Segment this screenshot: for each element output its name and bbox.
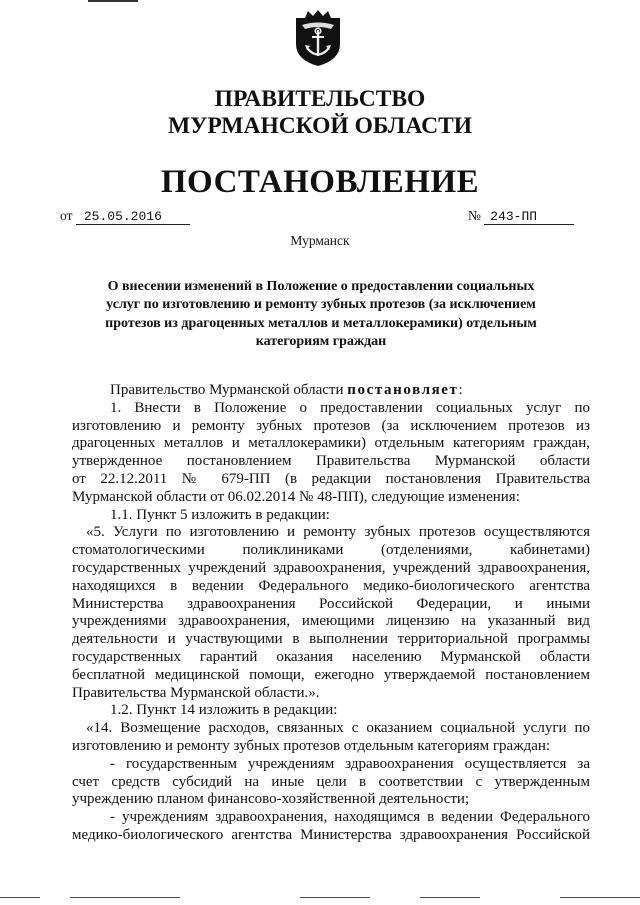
murmansk-coat-of-arms-icon [293,8,343,68]
bottom-edge-mark [0,897,40,898]
subject-line: услуг по изготовлению и ремонту зубных протезов (за исключением [106,297,536,313]
body-line: счет средств субсидий на иные цели в соответствии с утвержденным [72,773,590,790]
subject-line: протезов из драгоценных металлов и металлокерамики) отдельным [105,315,537,331]
body-line: - государственным учреждениям здравоохранения осуществляется за [110,755,590,772]
body-line: бесплатной медицинской помощи, ежегодно утверждаемой постановлением [72,666,590,683]
preamble-emphasis: постановляет [347,382,459,398]
document-date-row [60,208,190,225]
body-line: медико-биологического агентства Министерства здравоохранения Российской [72,826,590,843]
date-prefix: от [60,208,73,223]
top-edge-mark [88,0,138,2]
document-body [72,382,590,845]
government-title [0,86,640,140]
document-number-row [468,208,574,225]
body-line: 1. Внести в Положение о предоставлении социальных услуг по [110,399,590,416]
body-line: 1.2. Пункт 14 изложить в редакции: [110,702,338,719]
body-line: изготовлению и ремонту зубных протезов отдельным категориям граждан: [72,737,551,754]
subject-line: категориям граждан [255,333,387,349]
body-line: Министерства здравоохранения Российской Федерации, и иными [72,595,590,612]
body-line: стоматологическими поликлиниками (отделениями, кабинетами) [72,542,590,559]
body-line: «14. Возмещение расходов, связанных с оказанием социальной услуги по [86,720,590,737]
body-line: находящихся в ведении Федерального медико-биологического агентства [72,577,590,594]
body-line: учреждениями здравоохранения, имеющими лицензию на указанный вид [72,613,590,630]
bottom-edge-mark [300,897,370,898]
document-date: 25.05.2016 [76,209,190,225]
government-title-line1: ПРАВИТЕЛЬСТВО [214,86,426,112]
body-line: от 22.12.2011 № 679-ПП (в редакции постановления Правительства [72,470,590,487]
body-line: деятельности и участвующими в выполнении территориальной программы [72,631,590,648]
body-line: утвержденное постановлением Правительства Мурманской области [72,453,590,470]
body-line: Мурманской области от 06.02.2014 № 48-ПП), следующие изменения: [72,488,520,505]
bottom-edge-mark [70,897,180,898]
preamble-text: Правительство Мурманской области [110,382,348,398]
body-line: 1.1. Пункт 5 изложить в редакции: [110,506,330,523]
body-line: драгоценных металлов и металлокерамики) отдельным категориям граждан, [72,435,590,452]
body-line: учреждению планом финансово-хозяйственной деятельности; [72,791,470,808]
subject-line: О внесении изменений в Положение о предоставлении социальных [107,279,535,294]
bottom-edge-mark [420,897,480,898]
document-city: Мурманск [290,233,350,248]
bottom-edge-mark [560,897,640,898]
body-line: Правительства Мурманской области.». [72,684,320,701]
body-line: «5. Услуги по изготовлению и ремонту зубных протезов осуществляются [86,524,590,541]
document-kind-title: ПОСТАНОВЛЕНИЕ [160,164,480,200]
body-line: изготовлению и ремонту зубных протезов (за исключением протезов из [72,417,590,434]
body-line: государственных учреждений здравоохранения, учреждений здравоохранения, [72,559,590,576]
government-title-line2: МУРМАНСКОЙ ОБЛАСТИ [167,113,473,139]
preamble [72,382,590,400]
preamble-colon: : [458,382,463,398]
body-line: государственных гарантий оказания населению Мурманской области [72,648,590,665]
number-prefix: № [468,208,481,223]
document-number: 243-ПП [484,209,574,225]
document-subject [92,278,550,351]
body-line: - учреждениям здравоохранения, находящимся в ведении Федерального [110,809,590,826]
